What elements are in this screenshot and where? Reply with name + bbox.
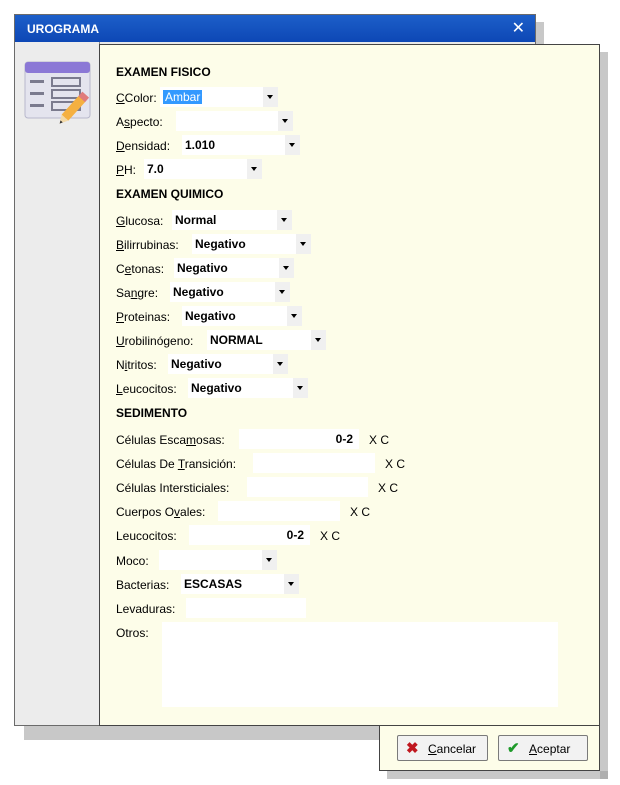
chevron-down-icon[interactable] xyxy=(311,330,326,350)
urobilinogeno-select[interactable] xyxy=(207,330,326,350)
celulas-escamosas-label xyxy=(116,433,225,447)
aspecto-select[interactable] xyxy=(176,111,293,131)
leucocitos-label-u: L xyxy=(116,382,123,396)
chevron-down-icon[interactable] xyxy=(296,234,311,254)
form-panel xyxy=(99,44,600,726)
escamosas-label-u: m xyxy=(186,433,197,447)
ph-label-b: H: xyxy=(124,163,137,177)
chevron-down-icon[interactable] xyxy=(293,378,308,398)
transicion-label-a: Células De xyxy=(116,457,178,471)
leucocitos-quimico-value: Negativo xyxy=(191,381,242,395)
ovales-label-a: Cuerpos O xyxy=(116,505,175,519)
nitritos-label xyxy=(116,358,157,372)
form-edit-icon xyxy=(24,60,100,130)
celulas-escamosas-value: 0-2 xyxy=(335,432,353,446)
sangre-label-a: Sa xyxy=(116,286,131,300)
color-value: Ambar xyxy=(165,90,201,104)
cuerpos-ovales-label xyxy=(116,505,205,519)
levaduras-label: Levaduras: xyxy=(116,602,176,616)
levaduras-input[interactable] xyxy=(186,598,306,618)
bilirrubinas-label-b: ilirrubinas: xyxy=(124,238,179,252)
nitritos-select[interactable] xyxy=(168,354,288,374)
transicion-label-b: ransición: xyxy=(184,457,237,471)
cancel-label-b: ancelar xyxy=(436,742,477,756)
celulas-intersticiales-unit: X C xyxy=(378,481,399,495)
densidad-label xyxy=(116,139,170,153)
chevron-down-icon[interactable] xyxy=(263,87,278,107)
densidad-label-u: D xyxy=(116,139,125,153)
sangre-value: Negativo xyxy=(173,285,224,299)
cuerpos-ovales-unit: X C xyxy=(350,505,371,519)
color-label-text: Color: xyxy=(124,91,157,105)
color-label: CColor: xyxy=(116,91,157,105)
glucosa-select[interactable] xyxy=(172,210,292,230)
cetonas-label xyxy=(116,262,164,276)
chevron-down-icon[interactable] xyxy=(287,306,302,326)
aspecto-label-u: s xyxy=(124,115,131,129)
sangre-label xyxy=(116,286,158,300)
aspecto-label-b: pecto: xyxy=(130,115,163,129)
chevron-down-icon[interactable] xyxy=(284,574,299,594)
ovales-label-u: v xyxy=(174,505,181,519)
cetonas-select[interactable] xyxy=(174,258,294,278)
celulas-transicion-label xyxy=(116,457,236,471)
bilirrubinas-select[interactable] xyxy=(192,234,311,254)
proteinas-select[interactable] xyxy=(182,306,302,326)
bacterias-value: ESCASAS xyxy=(184,577,243,591)
close-icon[interactable]: ✕ xyxy=(511,20,525,37)
celulas-escamosas-unit: X C xyxy=(369,433,390,447)
ph-label xyxy=(116,163,136,177)
title-bar[interactable] xyxy=(15,15,535,42)
otros-label: Otros: xyxy=(116,626,149,640)
densidad-label-b: ensidad: xyxy=(124,139,171,153)
sangre-label-u: n xyxy=(130,286,138,300)
chevron-down-icon[interactable] xyxy=(275,282,290,302)
otros-textarea[interactable] xyxy=(162,622,558,707)
cancel-x-icon: ✖ xyxy=(406,740,419,757)
bilirrubinas-label xyxy=(116,238,179,252)
accept-label-b: ceptar xyxy=(537,742,571,756)
aspecto-label xyxy=(116,115,163,129)
moco-select[interactable] xyxy=(159,550,277,570)
cetonas-label-u: e xyxy=(124,262,132,276)
bilirrubinas-value: Negativo xyxy=(195,237,246,251)
celulas-transicion-input[interactable] xyxy=(253,453,375,473)
cetonas-label-b: tonas: xyxy=(131,262,165,276)
section-sedimento: SEDIMENTO xyxy=(116,406,188,420)
nitritos-label-a: N xyxy=(116,358,125,372)
celulas-escamosas-input[interactable] xyxy=(239,429,359,449)
transicion-label-u: T xyxy=(177,457,185,471)
sidebar xyxy=(15,42,100,725)
nitritos-label-u: i xyxy=(124,358,128,372)
bacterias-select[interactable] xyxy=(181,574,299,594)
glucosa-value: Normal xyxy=(175,213,217,227)
window-title: UROGRAMA xyxy=(27,22,99,36)
proteinas-label-b: roteinas: xyxy=(124,310,171,324)
cancel-label-u: C xyxy=(428,742,437,756)
cancel-label xyxy=(428,742,476,756)
escamosas-label-a: Células Esca xyxy=(116,433,187,447)
chevron-down-icon[interactable] xyxy=(279,258,294,278)
cancel-button[interactable] xyxy=(397,735,488,761)
aspecto-label-a: A xyxy=(116,115,125,129)
bacterias-label: Bacterias: xyxy=(116,578,170,592)
ph-select[interactable] xyxy=(144,159,262,179)
urobilinogeno-label-b: robilinógeno: xyxy=(124,334,194,348)
celulas-transicion-unit: X C xyxy=(385,457,406,471)
leucocitos-sedimento-label: Leucocitos: xyxy=(116,529,177,543)
chevron-down-icon[interactable] xyxy=(278,111,293,131)
sangre-select[interactable] xyxy=(170,282,290,302)
accept-button[interactable] xyxy=(498,735,588,761)
color-select[interactable] xyxy=(160,87,278,107)
proteinas-label-u: P xyxy=(116,310,125,324)
urobilinogeno-value: NORMAL xyxy=(210,333,263,347)
accept-label-u: A xyxy=(529,742,538,756)
checkmark-icon: ✔ xyxy=(507,740,520,757)
celulas-intersticiales-label: Células Intersticiales: xyxy=(116,481,230,495)
ph-label-u: P xyxy=(116,163,125,177)
glucosa-label xyxy=(116,214,163,228)
escamosas-label-b: osas: xyxy=(196,433,225,447)
leucocitos-sedimento-value: 0-2 xyxy=(286,528,304,542)
leucocitos-sedimento-input[interactable] xyxy=(189,525,310,545)
chevron-down-icon[interactable] xyxy=(285,135,300,155)
cetonas-value: Negativo xyxy=(177,261,228,275)
leucocitos-quimico-label xyxy=(116,382,177,396)
densidad-value: 1.010 xyxy=(185,138,216,152)
densidad-select[interactable] xyxy=(182,135,300,155)
moco-label: Moco: xyxy=(116,554,149,568)
chevron-down-icon[interactable] xyxy=(247,159,262,179)
proteinas-label xyxy=(116,310,170,324)
cuerpos-ovales-input[interactable] xyxy=(218,501,340,521)
nitritos-value: Negativo xyxy=(171,357,222,371)
bilirrubinas-label-u: B xyxy=(116,238,125,252)
glucosa-label-u: G xyxy=(116,214,126,228)
cetonas-label-a: C xyxy=(116,262,125,276)
proteinas-value: Negativo xyxy=(185,309,236,323)
leucocitos-label-b: eucocitos: xyxy=(122,382,177,396)
chevron-down-icon[interactable] xyxy=(273,354,288,374)
ph-value: 7.0 xyxy=(147,162,164,176)
sangre-label-b: gre: xyxy=(137,286,159,300)
nitritos-label-b: tritos: xyxy=(127,358,157,372)
chevron-down-icon[interactable] xyxy=(262,550,277,570)
chevron-down-icon[interactable] xyxy=(277,210,292,230)
accept-label xyxy=(529,742,570,756)
glucosa-label-b: lucosa: xyxy=(125,214,164,228)
leucocitos-quimico-select[interactable] xyxy=(188,378,308,398)
celulas-intersticiales-input[interactable] xyxy=(247,477,368,497)
ovales-label-b: ales: xyxy=(180,505,206,519)
dialog-footer xyxy=(379,726,600,771)
urobilinogeno-label xyxy=(116,334,193,348)
urobilinogeno-label-u: U xyxy=(116,334,125,348)
leucocitos-sedimento-unit: X C xyxy=(320,529,341,543)
section-examen-fisico: EXAMEN FISICO xyxy=(116,65,211,79)
section-examen-quimico: EXAMEN QUIMICO xyxy=(116,187,224,201)
